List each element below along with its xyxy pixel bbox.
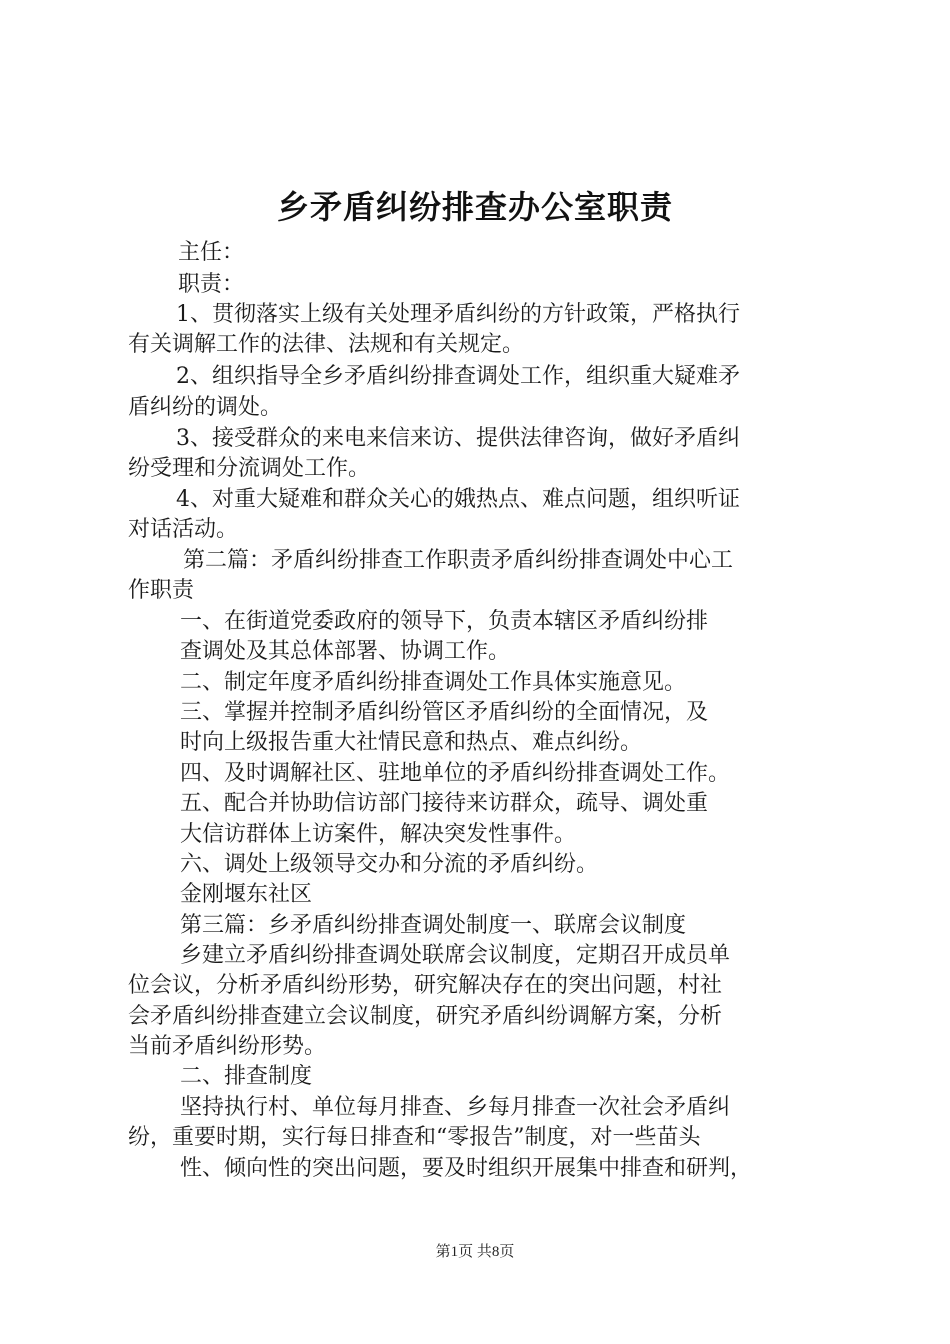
text-line: 位会议，分析矛盾纠纷形势，研究解决存在的突出问题，村社 [128, 973, 723, 998]
text-line: 2、组织指导全乡矛盾纠纷排查调处工作，组织重大疑难矛 [176, 364, 740, 389]
text-line: 纷受理和分流调处工作。 [128, 456, 371, 481]
text-line: 盾纠纷的调处。 [128, 395, 283, 420]
text-line: 纷，重要时期，实行每日排查和“零报告”制度，对一些苗头 [128, 1125, 701, 1150]
text-line: 对话活动。 [128, 517, 239, 542]
text-line: 五、配合并协助信访部门接待来访群众，疏导、调处重 [180, 791, 709, 816]
text-line: 大信访群体上访案件，解决突发性事件。 [180, 822, 577, 847]
page-number: 第1页 共8页 [435, 1244, 515, 1260]
text-line: 1、贯彻落实上级有关处理矛盾纠纷的方针政策，严格执行 [176, 302, 740, 327]
document-title: 乡矛盾纠纷排查办公室职责 [276, 188, 673, 226]
text-line: 3、接受群众的来电来信来访、提供法律咨询，做好矛盾纠 [176, 426, 740, 451]
text-line: 性、倾向性的突出问题，要及时组织开展集中排查和研判， [180, 1156, 753, 1181]
text-line: 三、掌握并控制矛盾纠纷管区矛盾纠纷的全面情况，及 [180, 700, 709, 725]
text-line: 坚持执行村、单位每月排查、乡每月排查一次社会矛盾纠 [180, 1095, 731, 1120]
text-line: 金刚堰东社区 [180, 882, 313, 907]
text-line: 二、排查制度 [180, 1064, 313, 1089]
text-line: 乡建立矛盾纠纷排查调处联席会议制度，定期召开成员单 [180, 943, 731, 968]
text-line: 查调处及其总体部署、协调工作。 [180, 639, 511, 664]
text-line: 职责： [178, 272, 245, 297]
section-heading: 第二篇：矛盾纠纷排查工作职责矛盾纠纷排查调处中心工 [183, 548, 734, 573]
text-line: 4、对重大疑难和群众关心的娥热点、难点问题，组织听证 [176, 487, 740, 512]
text-line: 一、在街道党委政府的领导下，负责本辖区矛盾纠纷排 [180, 609, 709, 634]
text-line: 时向上级报告重大社情民意和热点、难点纠纷。 [180, 730, 643, 755]
text-line: 主任： [178, 240, 245, 265]
text-line: 四、及时调解社区、驻地单位的矛盾纠纷排查调处工作。 [180, 761, 731, 786]
text-line: 六、调处上级领导交办和分流的矛盾纠纷。 [180, 852, 599, 877]
text-line: 当前矛盾纠纷形势。 [128, 1034, 327, 1059]
section-heading: 作职责 [128, 578, 195, 603]
text-line: 有关调解工作的法律、法规和有关规定。 [128, 332, 525, 357]
section-heading: 第三篇：乡矛盾纠纷排查调处制度一、联席会议制度 [180, 913, 687, 938]
text-line: 二、制定年度矛盾纠纷排查调处工作具体实施意见。 [180, 670, 687, 695]
text-line: 会矛盾纠纷排查建立会议制度，研究矛盾纠纷调解方案，分析 [128, 1004, 723, 1029]
